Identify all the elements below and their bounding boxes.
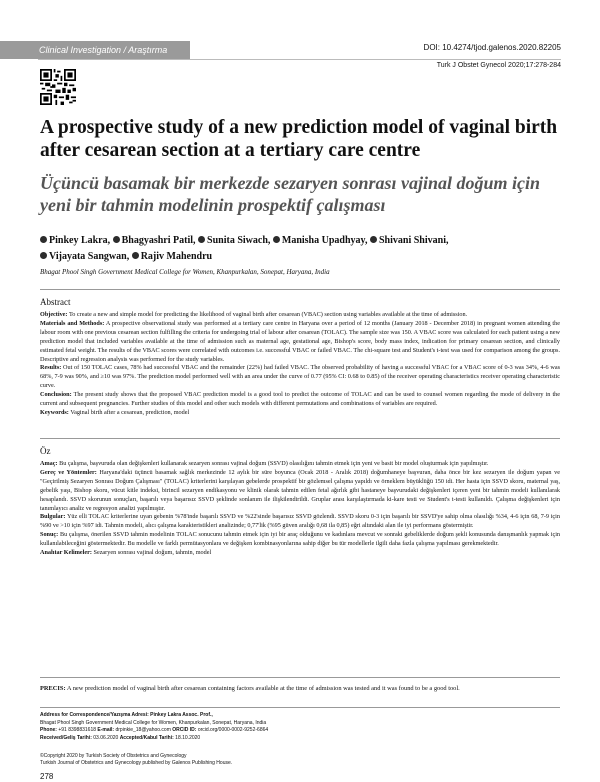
oz-top-rule	[40, 438, 560, 439]
author-item[interactable]: Shivani Shivani,	[370, 235, 448, 246]
abstract-conclusion: Conclusion: The present study shows that the proposed VBAC prediction model is a good tool to predict the outcome of TOLAC and can be used to counsel women regarding the mode of delivery in the current and subsequent pregnancies. Further studies of this model and other such models with different permutations and combinations of variables are required.	[40, 391, 561, 408]
orcid-icon[interactable]	[40, 252, 47, 259]
article-title-turkish: Üçüncü basamak bir merkezde sezaryen sonrası vajinal doğum için yeni bir tahmin modelinin prospektif çalışması	[40, 173, 541, 215]
journal-reference: Turk J Obstet Gynecol 2020;17:278-284	[436, 62, 561, 69]
author-item[interactable]: Rajiv Mahendru	[132, 251, 212, 262]
author-item[interactable]: Sunita Siwach,	[198, 235, 270, 246]
author-list	[40, 233, 560, 264]
author-item[interactable]: Manisha Upadhyay,	[273, 235, 368, 246]
email-link[interactable]: drpinkie_18@yahoo.com	[115, 727, 171, 734]
abstract-keywords: Keywords: Vaginal birth after a cesarean, prediction, model	[40, 408, 190, 416]
copyright-block: ©Copyright 2020 by Turkish Society of Obstetrics and Gynecology Turkish Journal of Obstetrics and Gynecology published by Galenos Publishing House.	[40, 753, 233, 767]
orcid-link[interactable]: orcid.org/0000-0002-9252-6864	[197, 727, 269, 734]
orcid-icon[interactable]	[40, 236, 47, 243]
article-type-banner: Clinical Investigation / Araştırma	[0, 41, 190, 59]
abstract-objective: Objective: To create a new and simple model for predicting the likelihood of vaginal birth after cesarean (VBAC) section using variables available at the time of admission.	[40, 311, 468, 318]
precis-top-rule	[40, 677, 560, 678]
abstract-methods: Materials and Methods: A prospective observational study was performed at a tertiary care centre in Haryana over a period of 12 months (January 2018 - December 2018) in pregnant women attending the labour room with one previous cesarean section fulfilling the criteria for undergoing trial of labour after cesarean (TOLAC). The sample size was 150. A VBAC score was calculated for each patient using a new prediction model that included variables available at the time of admission such as maternal age, gestational age, Bishop's score, body mass index, indication for primary cesarean section, and clinically estimated fetal weight. The results of the VBAC scores were correlated with outcomes i.e. successful VBAC or failed VBAC. The chi-square test and Student's t-test was used for comparison among the groups. Descriptive and regression analysis was performed for the study variables.	[40, 319, 560, 363]
oz-amac: Amaç: Bu çalışma, başvuruda olan değişkenleri kullanarak sezaryen sonrası vajinal doğum (SSVD) olasılığını tahmin etmek için yeni ve basit bir model oluşturmak için yapılmıştır.	[40, 460, 489, 467]
precis: PRECIS: A new prediction model of vaginal birth after cesarean containing factors available at the time of admission was tested and it was found to be a good tool.	[40, 685, 460, 692]
abstract-heading: Abstract	[40, 297, 71, 307]
oz-yontem: Gereç ve Yöntemler: Haryana'daki üçüncü basamak sağlık merkezinde 12 aylık bir süre boyunca (Ocak 2018 - Aralık 2018) doğumhaneye başvuran, daha önce bir kez sezaryen ile doğum yapan ve "Geçirilmiş Sezaryen Sonrası Doğum Çalışması" (TOLAC) kriterlerini karşılayan gebelerde prospektif bir gözlemsel çalışma yapıldı ve örneklem büyüklüğü 150 idi. Her hasta için SSVD skoru, maternal yaş, gebelik yaşı, Bishop skoru, vücut kitle indeksi, birincil sezaryen endikasyonu ve klinik olarak tahmin edilen fetal ağırlık gibi hastaneye başvurudaki değişkenleri içeren yeni bir tahmin modeli kullanılarak hesaplandı. SSVD skorunun sonuçları, başarılı veya başarısız SSVD şeklinde sonlanım ile ilişkilendirildi. Gruplar arası karşılaştırmada ki-kare testi ve Student's t-testi kullanıldı. Çalışma değişkenleri için tanımlayıcı analiz ve regresyon analizi yapılmıştır.	[40, 468, 560, 512]
orcid-icon[interactable]	[132, 252, 139, 259]
author-item[interactable]: Pinkey Lakra,	[40, 235, 110, 246]
precis-bottom-rule	[40, 707, 560, 708]
correspondence-block: Address for Correspondence/Yazışma Adresi: Pinkey Lakra Assoc. Prof., Bhagat Phool Singh Government Medical College for Women, Khanpurkalan, Sonepat, Haryana, India Phone: +91 8398831618 E-mail: drpinkie_18@yahoo.com ORCID ID: orcid.org/0000-0002-9252-6864 Received/Geliş Tarihi: 03.06.2020 Accepted/Kabul Tarihi: 18.10.2020	[40, 712, 269, 741]
oz-sonuc: Sonuç: Bu çalışma, önerilen SSVD tahmin modelinin TOLAC sonucunu tahmin etmek için iyi bir araç olduğunu ve kadınlara mevcut ve sonraki gebeliklerde doğum şekli konusunda danışmanlık yapmak için kullanılabileceğini göstermektedir. Bu modelle ve farklı permütasyonlara ve değişken kombinasyonlarına sahip diğer bu tür modellerle ilgili daha fazla çalışma yapılması gerekmektedir.	[40, 531, 561, 548]
qr-code-icon	[40, 69, 76, 105]
abstract-body	[40, 311, 560, 418]
oz-anahtar: Anahtar Kelimeler: Sezaryen sonrası vajinal doğum, tahmin, model	[40, 549, 212, 557]
orcid-icon[interactable]	[113, 236, 120, 243]
doi-text[interactable]: DOI: 10.4274/tjod.galenos.2020.82205	[423, 43, 561, 52]
affiliation: Bhagat Phool Singh Government Medical College for Women, Khanpurkalan, Sonepat, Haryana, India	[40, 268, 330, 276]
oz-bulgular: Bulgular: Yüz elli TOLAC kriterlerine uyan gebenin %78'inde başarılı SSVD ve %22'sinde başarısız SSVD gözlendi. SSVD skoru 0-3 için başarılı bir SSVD'ye sahip olma olasılığı %34, 4-6 için 68, 7-9 için %90 ve >10 için %97 idi. Tahmin modeli, alıcı çalışma karakteristikleri analizinde; 0,77'lik (%95 güven aralığı 0,68 ila 0,85) eğri altındaki alan ile iyi performans göstermiştir.	[40, 513, 560, 530]
author-item[interactable]: Bhagyashri Patil,	[113, 235, 196, 246]
article-title-english: A prospective study of a new prediction model of vaginal birth after cesarean section at a tertiary care centre	[40, 117, 558, 161]
abstract-results: Results: Out of 150 TOLAC cases, 78% had successful VBAC and the remainder (22%) had failed VBAC. The observed probability of having a successful VBAC for a VBAC score of 0-3 was 34%, 4-6 was 68%, 7-9 was 90%, and ≥10 was 97%. The prediction model performed well with an area under the curve of 0.77 (95% CI: 0.68 to 0.85) of the receiver operating characteristics receiver operating characteristic curve.	[40, 364, 560, 390]
author-item[interactable]: Vijayata Sangwan,	[40, 251, 129, 262]
oz-heading: Öz	[40, 446, 51, 456]
header-rule	[38, 59, 561, 60]
orcid-icon[interactable]	[273, 236, 280, 243]
orcid-icon[interactable]	[370, 236, 377, 243]
abstract-top-rule	[40, 289, 560, 290]
oz-body	[40, 460, 560, 558]
page-number: 278	[40, 772, 54, 781]
orcid-icon[interactable]	[198, 236, 205, 243]
